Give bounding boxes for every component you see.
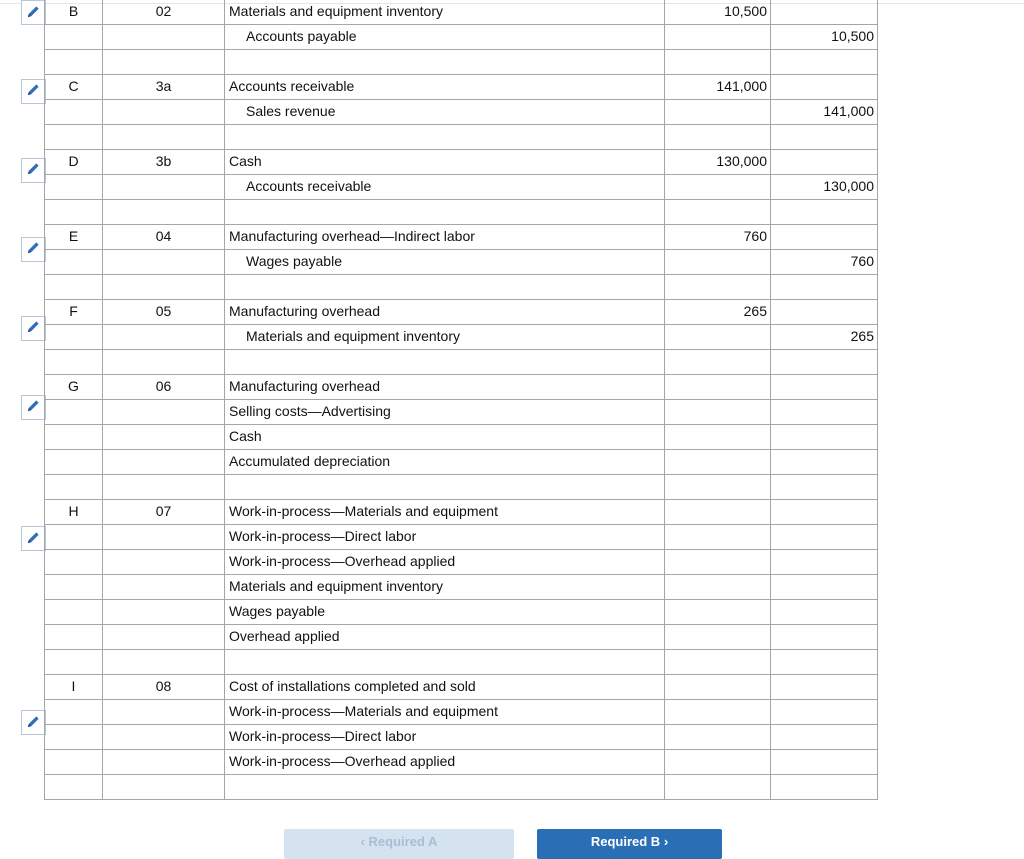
row-letter-cell	[45, 175, 103, 200]
row-letter-cell	[45, 525, 103, 550]
debit-cell[interactable]	[665, 750, 771, 775]
event-cell	[103, 450, 225, 475]
journal-row	[45, 300, 878, 325]
required-b-label: Required B	[590, 834, 661, 849]
event-cell	[103, 575, 225, 600]
row-letter-cell	[45, 600, 103, 625]
journal-blank-row	[45, 200, 878, 225]
account-cell[interactable]	[225, 775, 665, 800]
account-cell[interactable]: Work-in-process—Direct labor	[225, 725, 665, 750]
row-letter-cell: G	[45, 375, 103, 400]
event-cell	[103, 400, 225, 425]
credit-cell[interactable]: 130,000	[771, 175, 878, 200]
event-cell: 07	[103, 500, 225, 525]
journal-row	[45, 0, 878, 25]
event-cell	[103, 125, 225, 150]
account-cell[interactable]	[225, 650, 665, 675]
account-cell[interactable]: Materials and equipment inventory	[225, 0, 665, 25]
row-letter-cell	[45, 250, 103, 275]
event-cell	[103, 725, 225, 750]
account-cell[interactable]	[225, 350, 665, 375]
journal-blank-row	[45, 275, 878, 300]
row-letter-cell	[45, 475, 103, 500]
event-cell	[103, 250, 225, 275]
journal-row	[45, 325, 878, 350]
journal-entry-table	[44, 0, 878, 800]
required-b-button[interactable]	[537, 829, 722, 859]
account-cell[interactable]: Wages payable	[225, 600, 665, 625]
credit-cell[interactable]	[771, 125, 878, 150]
journal-row	[45, 750, 878, 775]
journal-row	[45, 400, 878, 425]
credit-cell[interactable]	[771, 500, 878, 525]
row-letter-cell	[45, 700, 103, 725]
credit-cell[interactable]	[771, 225, 878, 250]
journal-blank-row	[45, 50, 878, 75]
debit-cell[interactable]	[665, 250, 771, 275]
journal-row	[45, 575, 878, 600]
account-cell[interactable]: Work-in-process—Overhead applied	[225, 750, 665, 775]
journal-row	[45, 25, 878, 50]
account-cell[interactable]: Materials and equipment inventory	[225, 575, 665, 600]
account-cell[interactable]: Selling costs—Advertising	[225, 400, 665, 425]
event-cell	[103, 50, 225, 75]
pencil-icon	[26, 530, 41, 548]
credit-cell[interactable]	[771, 200, 878, 225]
debit-cell[interactable]: 141,000	[665, 75, 771, 100]
account-cell[interactable]	[225, 50, 665, 75]
row-letter-cell	[45, 775, 103, 800]
row-letter-cell: D	[45, 150, 103, 175]
event-cell	[103, 350, 225, 375]
journal-row	[45, 725, 878, 750]
event-cell	[103, 475, 225, 500]
credit-cell[interactable]	[771, 150, 878, 175]
credit-cell[interactable]: 265	[771, 325, 878, 350]
debit-cell[interactable]	[665, 525, 771, 550]
row-letter-cell	[45, 750, 103, 775]
row-letter-cell: C	[45, 75, 103, 100]
account-cell[interactable]: Accounts receivable	[225, 75, 665, 100]
journal-blank-row	[45, 125, 878, 150]
debit-cell[interactable]: 130,000	[665, 150, 771, 175]
credit-cell[interactable]	[771, 350, 878, 375]
row-letter-cell	[45, 50, 103, 75]
account-cell[interactable]: Sales revenue	[225, 100, 665, 125]
debit-cell[interactable]	[665, 400, 771, 425]
account-cell[interactable]: Work-in-process—Overhead applied	[225, 550, 665, 575]
journal-row	[45, 625, 878, 650]
credit-cell[interactable]	[771, 275, 878, 300]
journal-row	[45, 150, 878, 175]
debit-cell[interactable]: 760	[665, 225, 771, 250]
debit-cell[interactable]	[665, 200, 771, 225]
edit-entry-button[interactable]	[21, 0, 46, 25]
journal-blank-row	[45, 650, 878, 675]
account-cell[interactable]: Manufacturing overhead	[225, 300, 665, 325]
event-cell	[103, 750, 225, 775]
pencil-icon	[26, 240, 41, 258]
row-letter-cell: E	[45, 225, 103, 250]
edit-entry-button[interactable]	[21, 526, 46, 551]
account-cell[interactable]: Accumulated depreciation	[225, 450, 665, 475]
journal-row	[45, 600, 878, 625]
debit-cell[interactable]	[665, 475, 771, 500]
credit-cell[interactable]	[771, 675, 878, 700]
credit-cell[interactable]	[771, 575, 878, 600]
debit-cell[interactable]: 10,500	[665, 0, 771, 25]
event-cell: 08	[103, 675, 225, 700]
debit-cell[interactable]	[665, 675, 771, 700]
credit-cell[interactable]	[771, 300, 878, 325]
edit-entry-button[interactable]	[21, 710, 46, 735]
row-letter-cell	[45, 625, 103, 650]
debit-cell[interactable]	[665, 600, 771, 625]
event-cell	[103, 100, 225, 125]
edit-entry-button[interactable]	[21, 395, 46, 420]
required-a-label: Required A	[368, 834, 438, 849]
event-cell	[103, 650, 225, 675]
required-a-button[interactable]	[284, 829, 514, 859]
credit-cell[interactable]: 141,000	[771, 100, 878, 125]
debit-cell[interactable]	[665, 375, 771, 400]
account-cell[interactable]	[225, 275, 665, 300]
journal-blank-row	[45, 475, 878, 500]
debit-cell[interactable]: 265	[665, 300, 771, 325]
account-cell[interactable]: Work-in-process—Materials and equipment	[225, 700, 665, 725]
account-cell[interactable]	[225, 125, 665, 150]
journal-row	[45, 675, 878, 700]
row-letter-cell	[45, 200, 103, 225]
journal-row	[45, 550, 878, 575]
debit-cell[interactable]	[665, 50, 771, 75]
debit-cell[interactable]	[665, 550, 771, 575]
account-cell[interactable]: Work-in-process—Direct labor	[225, 525, 665, 550]
account-cell[interactable]: Cash	[225, 150, 665, 175]
debit-cell[interactable]	[665, 425, 771, 450]
debit-cell[interactable]	[665, 450, 771, 475]
credit-cell[interactable]	[771, 750, 878, 775]
debit-cell[interactable]	[665, 275, 771, 300]
account-cell[interactable]	[225, 475, 665, 500]
event-cell: 3a	[103, 75, 225, 100]
credit-cell[interactable]	[771, 475, 878, 500]
event-cell: 02	[103, 0, 225, 25]
row-letter-cell	[45, 400, 103, 425]
journal-row	[45, 375, 878, 400]
account-cell[interactable]: Overhead applied	[225, 625, 665, 650]
row-letter-cell	[45, 100, 103, 125]
debit-cell[interactable]	[665, 725, 771, 750]
row-letter-cell	[45, 450, 103, 475]
row-letter-cell	[45, 725, 103, 750]
credit-cell[interactable]: 10,500	[771, 25, 878, 50]
credit-cell[interactable]	[771, 525, 878, 550]
account-cell[interactable]: Manufacturing overhead	[225, 375, 665, 400]
row-letter-cell	[45, 325, 103, 350]
event-cell	[103, 775, 225, 800]
debit-cell[interactable]	[665, 625, 771, 650]
debit-cell[interactable]	[665, 350, 771, 375]
credit-cell[interactable]	[771, 425, 878, 450]
event-cell: 3b	[103, 150, 225, 175]
account-cell[interactable]	[225, 200, 665, 225]
credit-cell[interactable]	[771, 650, 878, 675]
debit-cell[interactable]	[665, 325, 771, 350]
credit-cell[interactable]	[771, 725, 878, 750]
row-letter-cell: B	[45, 0, 103, 25]
edit-entry-button[interactable]	[21, 79, 46, 104]
row-letter-cell	[45, 425, 103, 450]
debit-cell[interactable]	[665, 125, 771, 150]
journal-blank-row	[45, 350, 878, 375]
credit-cell[interactable]	[771, 0, 878, 25]
journal-row	[45, 450, 878, 475]
row-letter-cell	[45, 550, 103, 575]
pencil-icon	[26, 4, 41, 22]
debit-cell[interactable]	[665, 650, 771, 675]
debit-cell[interactable]	[665, 175, 771, 200]
debit-cell[interactable]	[665, 25, 771, 50]
row-letter-cell	[45, 350, 103, 375]
debit-cell[interactable]	[665, 700, 771, 725]
credit-cell[interactable]	[771, 775, 878, 800]
pencil-icon	[26, 161, 41, 179]
row-letter-cell: F	[45, 300, 103, 325]
row-letter-cell: H	[45, 500, 103, 525]
debit-cell[interactable]	[665, 100, 771, 125]
event-cell	[103, 525, 225, 550]
credit-cell[interactable]	[771, 550, 878, 575]
journal-row	[45, 250, 878, 275]
credit-cell[interactable]	[771, 75, 878, 100]
event-cell: 06	[103, 375, 225, 400]
account-cell[interactable]: Work-in-process—Materials and equipment	[225, 500, 665, 525]
event-cell	[103, 550, 225, 575]
edit-entry-button[interactable]	[21, 316, 46, 341]
credit-cell[interactable]	[771, 450, 878, 475]
credit-cell[interactable]	[771, 600, 878, 625]
event-cell	[103, 200, 225, 225]
edit-entry-button[interactable]	[21, 158, 46, 183]
event-cell	[103, 175, 225, 200]
row-letter-cell	[45, 650, 103, 675]
credit-cell[interactable]	[771, 400, 878, 425]
pencil-icon	[26, 319, 41, 337]
row-letter-cell	[45, 275, 103, 300]
account-cell[interactable]: Accounts payable	[225, 25, 665, 50]
chevron-left-icon: ‹	[360, 834, 365, 849]
event-cell	[103, 600, 225, 625]
journal-row	[45, 225, 878, 250]
debit-cell[interactable]	[665, 500, 771, 525]
event-cell	[103, 625, 225, 650]
credit-cell[interactable]	[771, 50, 878, 75]
journal-row	[45, 700, 878, 725]
event-cell	[103, 275, 225, 300]
journal-row	[45, 525, 878, 550]
event-cell	[103, 325, 225, 350]
account-cell[interactable]: Accounts receivable	[225, 175, 665, 200]
account-cell[interactable]: Wages payable	[225, 250, 665, 275]
event-cell: 04	[103, 225, 225, 250]
account-cell[interactable]: Manufacturing overhead—Indirect labor	[225, 225, 665, 250]
journal-row	[45, 175, 878, 200]
account-cell[interactable]: Cost of installations completed and sold	[225, 675, 665, 700]
chevron-right-icon: ›	[663, 834, 669, 849]
account-cell[interactable]: Materials and equipment inventory	[225, 325, 665, 350]
credit-cell[interactable]	[771, 700, 878, 725]
journal-row	[45, 500, 878, 525]
row-letter-cell	[45, 125, 103, 150]
event-cell: 05	[103, 300, 225, 325]
journal-row	[45, 75, 878, 100]
credit-cell[interactable]: 760	[771, 250, 878, 275]
account-cell[interactable]: Cash	[225, 425, 665, 450]
event-cell	[103, 425, 225, 450]
journal-row	[45, 100, 878, 125]
debit-cell[interactable]	[665, 575, 771, 600]
row-letter-cell	[45, 25, 103, 50]
journal-blank-row	[45, 775, 878, 800]
row-letter-cell: I	[45, 675, 103, 700]
pencil-icon	[26, 82, 41, 100]
pencil-icon	[26, 714, 41, 732]
row-letter-cell	[45, 575, 103, 600]
journal-row	[45, 425, 878, 450]
credit-cell[interactable]	[771, 625, 878, 650]
event-cell	[103, 700, 225, 725]
edit-entry-button[interactable]	[21, 237, 46, 262]
pencil-icon	[26, 398, 41, 416]
event-cell	[103, 25, 225, 50]
debit-cell[interactable]	[665, 775, 771, 800]
credit-cell[interactable]	[771, 375, 878, 400]
